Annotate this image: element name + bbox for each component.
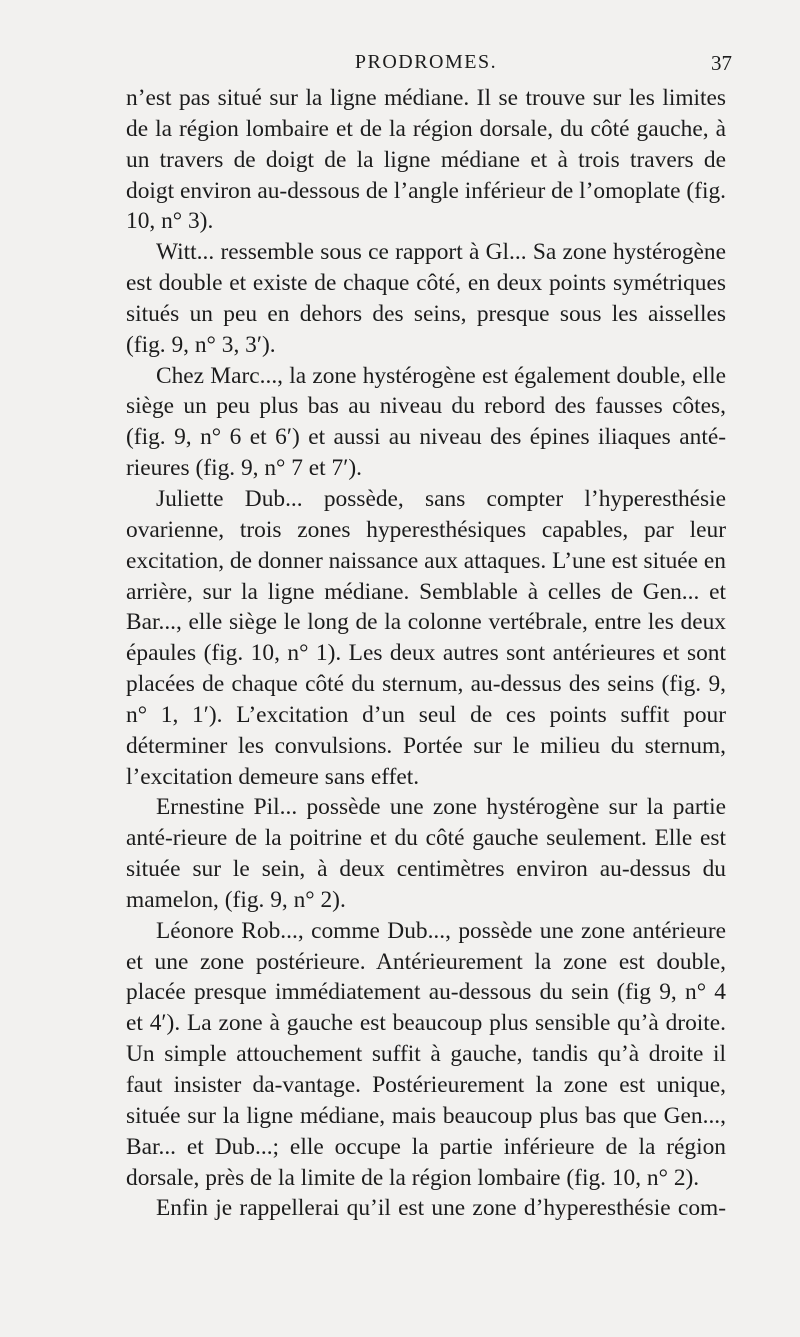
- page-number: 37: [711, 51, 732, 75]
- running-head: [126, 48, 732, 78]
- body-text: [126, 83, 726, 1224]
- paragraph-juliette-dub: Juliette Dub... possède, sans compter l’hyperesthésie ovarienne, trois zones hyperesthésiques capables, par leur excitation, de donner naissance aux attaques. L’une est située en arrière, sur la ligne médiane. Semblable à celles de Gen... et Bar..., elle siège le long de la colonne vertébrale, entre les deux épaules (fig. 10, n° 1). Les deux autres sont antérieures et sont placées de chaque côté du sternum, au-dessus des seins (fig. 9, n° 1, 1′). L’excitation d’un seul de ces points suffit pour déterminer les convulsions. Portée sur le milieu du sternum, l’excitation demeure sans effet.: [126, 485, 726, 790]
- paragraph-witt: Witt... ressemble sous ce rapport à Gl... Sa zone hystérogène est double et existe de chaque côté, en deux points symétriques situés un peu en dehors des seins, presque sous les aisselles (fig. 9, n° 3, 3′).: [126, 239, 726, 358]
- paragraph-leonore-rob: Léonore Rob..., comme Dub..., possède une zone antérieure et une zone postérieure. Antérieurement la zone est double, placée presque immédiatement au-dessous du sein (fig 9, n° 4 et 4′). La zone à gauche est beaucoup plus sensible qu’à droite. Un simple attouchement suffit à gauche, tandis qu’à droite il faut insister da-vantage. Postérieurement la zone est unique, située sur la ligne médiane, mais beaucoup plus bas que Gen..., Bar... et Dub...; elle occupe la partie inférieure de la région dorsale, près de la limite de la région lombaire (fig. 10, n° 2).: [126, 917, 726, 1191]
- paragraph-marc: Chez Marc..., la zone hystérogène est également double, elle siège un peu plus bas au niveau du rebord des fausses côtes, (fig. 9, n° 6 et 6′) et aussi au niveau des épines iliaques anté-rieures (fig. 9, n° 7 et 7′).: [126, 362, 726, 482]
- running-head-title: PRODROMES.: [354, 51, 498, 73]
- paragraph-continuation: n’est pas situé sur la ligne médiane. Il se trouve sur les limites de la région lombaire et de la région dorsale, du côté gauche, à un travers de doigt de la ligne médiane et à trois travers de doigt environ au-dessous de l’angle inférieur de l’omoplate (fig. 10, n° 3).: [126, 85, 726, 235]
- paragraph-ernestine-pil: Ernestine Pil... possède une zone hystérogène sur la partie anté-rieure de la poitrine et du côté gauche seulement. Elle est située sur le sein, à deux centimètres environ au-dessus du mamelon, (fig. 9, n° 2).: [126, 794, 726, 913]
- paragraph-enfin: Enfin je rappellerai qu’il est une zone d’hyperesthésie com-: [156, 1195, 726, 1222]
